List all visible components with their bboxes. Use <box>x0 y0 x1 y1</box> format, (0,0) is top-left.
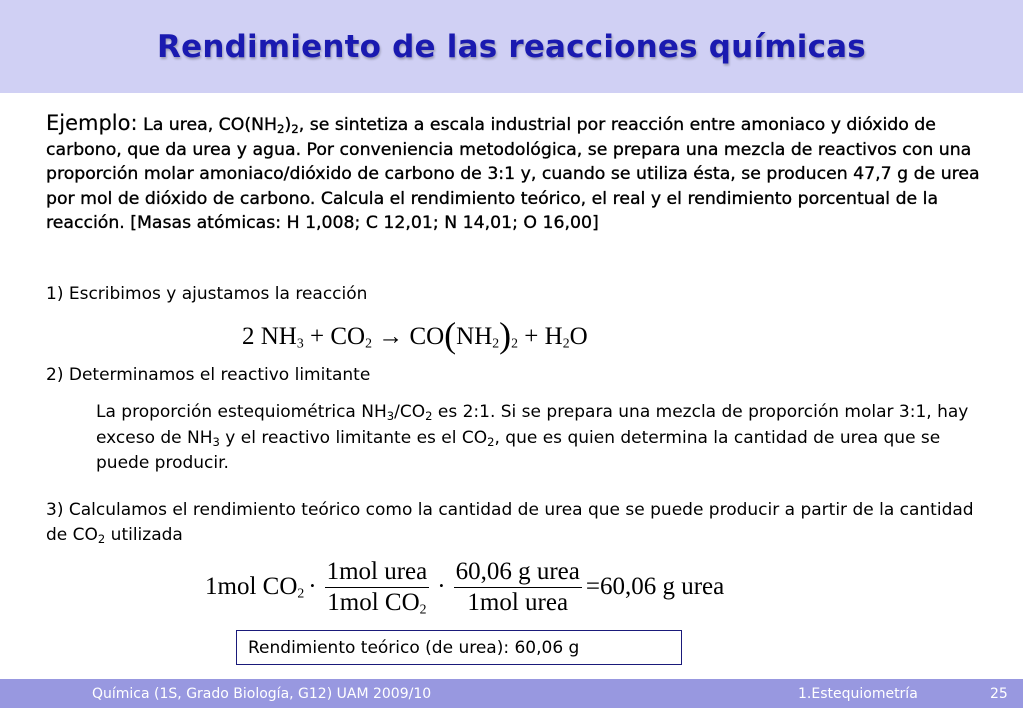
fraction-molar-mass: $\frac{\text{60,06 g urea}}{\text{1mol urea}}$ <box>455 557 580 616</box>
slide-title: Rendimiento de las reacciones químicas <box>157 28 866 65</box>
yield-calculation: 1mol $CO_2$ · $\frac{\text{1mol urea}}{1mol CO_2}$ · $\frac{\text{60,06 g urea}}{\text{1mol urea}}$ =60,06 g urea <box>205 557 725 616</box>
title-bar <box>0 0 1023 93</box>
example-paragraph <box>46 111 981 236</box>
limiting-reagent-note: La proporción estequiométrica $NH_3/CO_2$ es 2:1. Si se prepara una mezcla de proporción molar 3:1, hay exceso de $NH_3$ y el reactivo limitante es el $CO_2$, que es quien determina la cantidad de urea que se puede producir. <box>96 402 969 473</box>
footer-chapter: 1.Estequiometría <box>798 686 918 702</box>
footer-course: Química (1S, Grado Biología, G12) UAM 2009/10 <box>92 686 432 702</box>
step-1: 1) Escribimos y ajustamos la reacción <box>46 284 368 304</box>
page-number: 25 <box>990 686 1008 702</box>
fraction-mol-ratio: $\frac{\text{1mol urea}}{1mol CO_2}$ <box>326 557 428 616</box>
example-text: La urea, $CO(NH_2)_2$, se sintetiza a escala industrial por reacción entre amoniaco y dióxido de carbono, que da urea y agua. Por conveniencia metodológica, se prepara una mezcla de reactivos con una proporción molar amoniaco/dióxido de carbono de 3:1 y, cuando se utiliza ésta, se producen 47,7 g de urea por mol de dióxido de carbono. Calcula el rendimiento teórico, el real y el rendimiento porcentual de la reacción. [Masas atómicas: H 1,008; C 12,01; N 14,01; O 16,00] <box>46 115 980 234</box>
step-3: 3) Calculamos el rendimiento teórico como la cantidad de urea que se puede producir a partir de la cantidad de $CO_2$ utilizada <box>46 500 974 546</box>
example-label: Ejemplo: <box>46 111 138 135</box>
step-2: 2) Determinamos el reactivo limitante <box>46 365 371 385</box>
calc-result: =60,06 g urea <box>585 573 725 600</box>
calc-lhs: 1mol $CO_2$ <box>205 573 305 601</box>
result-box: Rendimiento teórico (de urea): 60,06 g <box>236 630 682 665</box>
reaction-equation: 2 $NH_3 + CO_2 \to CO(NH_2)_2 + H_2O$ <box>242 315 588 355</box>
footer <box>0 679 1023 708</box>
